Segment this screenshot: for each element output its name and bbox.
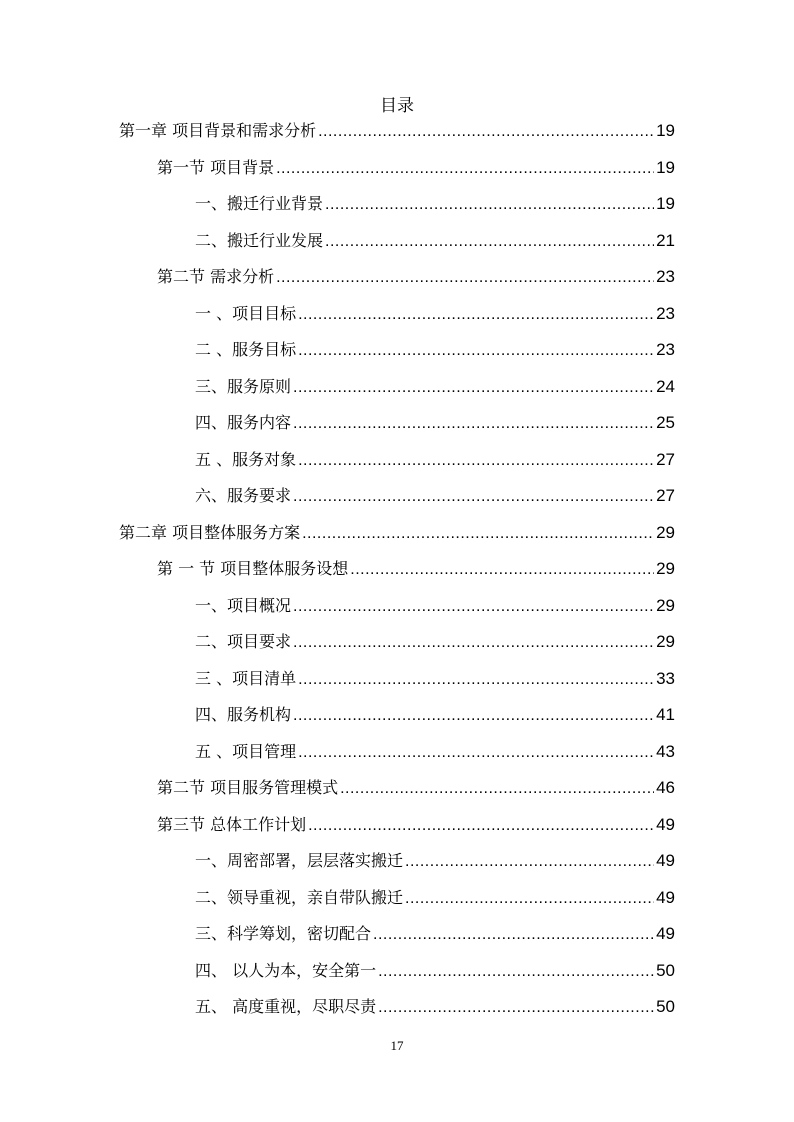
toc-entry-label: 三、服务原则 xyxy=(195,376,292,396)
toc-entry-page: 19 xyxy=(656,121,675,140)
dot-leader xyxy=(293,375,654,401)
toc-entry-label: 一、周密部署，层层落实搬迁 xyxy=(195,851,404,870)
toc-entry-page: 49 xyxy=(656,851,675,870)
toc-entry-section[interactable] xyxy=(119,264,675,301)
toc-entry-chapter[interactable] xyxy=(119,520,675,557)
toc-entry-section[interactable] xyxy=(119,155,675,192)
dot-leader xyxy=(325,192,654,218)
toc-entry-label: 二、领导重视，亲自带队搬迁 xyxy=(195,887,404,907)
toc-entry-label: 第二章 项目整体服务方案 xyxy=(119,522,301,542)
toc-entry-section[interactable] xyxy=(119,556,675,593)
dot-leader xyxy=(276,265,654,291)
toc-entry-label: 五 、服务对象 xyxy=(195,449,297,469)
dot-leader xyxy=(378,959,654,985)
toc-entry-section[interactable] xyxy=(119,775,675,812)
toc-entry-item[interactable] xyxy=(119,483,675,520)
toc-entry-item[interactable] xyxy=(119,629,675,666)
toc-entry-label: 一、项目概况 xyxy=(195,595,292,615)
toc-entry-label: 第 一 节 项目整体服务设想 xyxy=(157,559,349,578)
dot-leader xyxy=(276,156,654,182)
toc-entry-page: 21 xyxy=(656,230,675,250)
dot-leader xyxy=(298,338,654,364)
toc-entry-label: 第二节 需求分析 xyxy=(157,267,275,286)
toc-entry-page: 49 xyxy=(656,924,675,943)
toc-entry-page: 29 xyxy=(656,559,675,578)
toc-entry-page: 24 xyxy=(656,376,675,396)
toc-entry-page: 33 xyxy=(656,668,675,688)
toc-entry-page: 29 xyxy=(656,632,675,651)
toc-entry-item[interactable] xyxy=(119,702,675,739)
toc-entry-item[interactable] xyxy=(119,848,675,885)
toc-entry-label: 一、搬迁行业背景 xyxy=(195,194,324,213)
dot-leader xyxy=(350,557,654,583)
dot-leader xyxy=(340,776,654,802)
toc-entry-item[interactable] xyxy=(119,374,675,411)
toc-entry-label: 二、搬迁行业发展 xyxy=(195,230,324,250)
toc-entry-page: 27 xyxy=(656,449,675,469)
toc-entry-item[interactable] xyxy=(119,885,675,922)
dot-leader xyxy=(298,448,654,474)
dot-leader xyxy=(293,411,654,437)
dot-leader xyxy=(298,302,654,328)
toc-entry-chapter[interactable] xyxy=(119,118,675,155)
page-number: 17 xyxy=(390,1038,404,1053)
toc-entry-item[interactable] xyxy=(119,337,675,374)
toc-entry-label: 四、服务机构 xyxy=(195,705,292,724)
toc-entry-label: 五 、项目管理 xyxy=(195,741,297,761)
toc-entry-section[interactable] xyxy=(119,812,675,849)
toc-entry-page: 19 xyxy=(656,157,675,177)
dot-leader xyxy=(302,521,654,547)
dot-leader xyxy=(378,995,654,1021)
toc-entry-item[interactable] xyxy=(119,301,675,338)
toc-entry-label: 第二节 项目服务管理模式 xyxy=(157,778,339,797)
toc-entry-page: 27 xyxy=(656,486,675,505)
toc-entry-item[interactable] xyxy=(119,593,675,630)
toc-entry-item[interactable] xyxy=(119,739,675,776)
dot-leader xyxy=(293,630,654,656)
toc-entry-page: 23 xyxy=(656,340,675,359)
toc-entry-label: 三、科学筹划，密切配合 xyxy=(195,924,372,943)
dot-leader xyxy=(405,886,654,912)
dot-leader xyxy=(293,594,654,620)
toc-entry-page: 46 xyxy=(656,778,675,797)
toc-entry-item[interactable] xyxy=(119,410,675,447)
toc-entry-item[interactable] xyxy=(119,958,675,995)
toc-entry-item[interactable] xyxy=(119,666,675,703)
dot-leader xyxy=(298,667,654,693)
toc-entry-label: 四、服务内容 xyxy=(195,413,292,432)
toc-entry-label: 二 、服务目标 xyxy=(195,340,297,359)
toc-entry-item[interactable] xyxy=(119,447,675,484)
toc-entry-page: 19 xyxy=(656,194,675,213)
toc-entry-page: 25 xyxy=(656,413,675,432)
toc-entry-label: 六、服务要求 xyxy=(195,486,292,505)
dot-leader xyxy=(293,703,654,729)
toc-entry-label: 第一章 项目背景和需求分析 xyxy=(119,121,317,140)
toc-entry-item[interactable] xyxy=(119,228,675,265)
toc-entry-page: 50 xyxy=(656,960,675,980)
toc-entry-page: 23 xyxy=(656,303,675,323)
dot-leader xyxy=(373,922,654,948)
toc-entry-page: 23 xyxy=(656,267,675,286)
dot-leader xyxy=(405,849,654,875)
toc-entry-label: 一 、项目目标 xyxy=(195,303,297,323)
dot-leader xyxy=(293,484,654,510)
toc-entry-item[interactable] xyxy=(119,191,675,228)
toc-entry-page: 43 xyxy=(656,741,675,761)
toc-entry-label: 第一节 项目背景 xyxy=(157,157,275,177)
table-of-contents xyxy=(119,118,675,1031)
toc-entry-page: 49 xyxy=(656,814,675,834)
toc-entry-page: 29 xyxy=(656,595,675,615)
toc-entry-page: 49 xyxy=(656,887,675,907)
toc-title: 目录 xyxy=(380,96,414,116)
dot-leader xyxy=(318,119,654,145)
toc-entry-page: 50 xyxy=(656,997,675,1016)
toc-entry-page: 41 xyxy=(656,705,675,724)
dot-leader xyxy=(298,740,654,766)
toc-entry-item[interactable] xyxy=(119,994,675,1031)
dot-leader xyxy=(308,813,654,839)
dot-leader xyxy=(325,229,654,255)
toc-entry-label: 二、项目要求 xyxy=(195,632,292,651)
toc-entry-page: 29 xyxy=(656,522,675,542)
toc-entry-label: 第三节 总体工作计划 xyxy=(157,814,307,834)
toc-entry-label: 三 、项目清单 xyxy=(195,668,297,688)
toc-entry-label: 五、 高度重视，尽职尽责 xyxy=(195,997,377,1016)
toc-entry-item[interactable] xyxy=(119,921,675,958)
toc-entry-label: 四、 以人为本，安全第一 xyxy=(195,960,377,980)
